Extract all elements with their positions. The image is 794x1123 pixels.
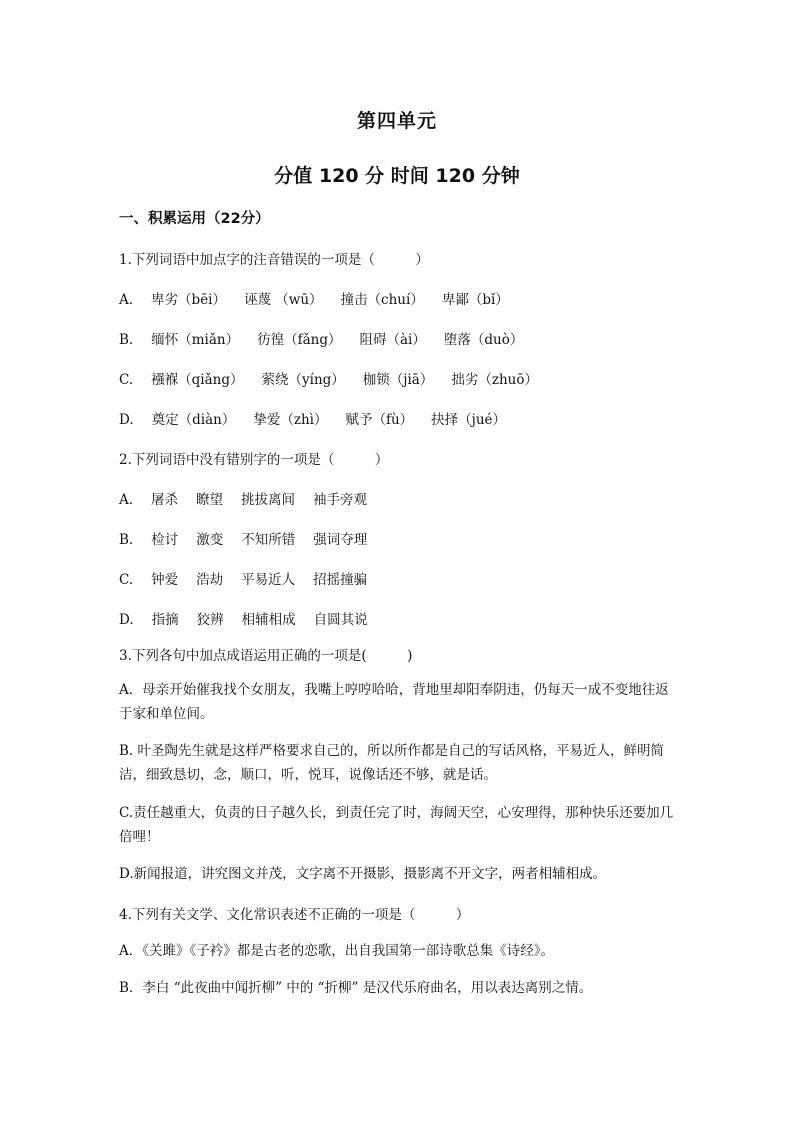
option-label: B. (119, 332, 134, 348)
option-item: 浩劫 (196, 572, 224, 588)
option-item: 瞭望 (196, 492, 224, 508)
option-item: 奠定（diàn） (151, 412, 236, 428)
question-1-option-b (119, 328, 541, 348)
option-label: C. (119, 572, 134, 588)
option-item: 襁褓（qiǎng） (151, 372, 244, 388)
question-1-option-a (119, 288, 527, 308)
option-item: 激变 (196, 532, 224, 548)
option-item: 抉择（jué） (431, 412, 507, 428)
option-item: 自圆其说 (313, 612, 368, 628)
section-heading: 一、积累运用（22分） (119, 211, 270, 227)
option-label: A. (119, 492, 134, 508)
question-1-stem: 1.下列词语中加点字的注音错误的一项是（ ） (119, 252, 429, 268)
unit-title: 第四单元 (356, 110, 437, 132)
option-item: 撞击（chuí） (340, 292, 424, 308)
option-item: 彷徨（fǎng） (257, 332, 342, 348)
question-3-stem: 3.下列各句中加点成语运用正确的一项是( ) (119, 648, 413, 664)
option-item: 阻碍（ài） (359, 332, 426, 348)
option-item: 挑拔离间 (241, 492, 296, 508)
score-time-line: 分值 120 分 时间 120 分钟 (274, 165, 520, 187)
question-4-option-a: A．《关雎》《子衿》都是古老的恋歌，出自我国第一部诗歌总集《诗经》。 (119, 943, 554, 959)
option-item: 检讨 (151, 532, 179, 548)
option-item: 相辅相成 (241, 612, 296, 628)
option-item: 卑劣（bēi） (151, 292, 226, 308)
option-item: 袖手旁观 (313, 492, 368, 508)
question-3-option-d: D.新闻报道，讲究图文并茂，文字离不开摄影，摄影离不开文字，两者相辅相成。 (119, 866, 607, 882)
option-item: 萦绕（yíng） (261, 372, 345, 388)
option-item: 招摇撞骗 (313, 572, 368, 588)
option-label: D. (119, 412, 134, 428)
question-2-option-c (119, 568, 385, 588)
option-item: 缅怀（miǎn） (151, 332, 240, 348)
question-4-option-b: B．李白 “此夜曲中闻折柳” 中的 “折柳” 是汉代乐府曲名，用以表达离别之情。 (119, 980, 593, 996)
question-4-stem: 4.下列有关文学、文化常识表述不正确的一项是（ ） (119, 907, 470, 923)
question-2-option-a (119, 488, 385, 508)
option-item: 平易近人 (241, 572, 296, 588)
question-1-option-c (119, 368, 556, 388)
option-item: 赋予（fù） (345, 412, 414, 428)
option-item: 枷锁（jiā） (362, 372, 434, 388)
question-2-option-b (119, 528, 385, 548)
option-item: 诬蔑 （wū） (244, 292, 323, 308)
option-item: 挚爱（zhì） (253, 412, 328, 428)
question-3-option-c: C.责任越重大，负责的日子越久长，到责任完了时，海阔天空，心安理得，那种快乐还要加几倍哩！ (119, 805, 674, 845)
option-item: 钟爱 (151, 572, 179, 588)
question-3-option-a: A．母亲开始催我找个女朋友，我嘴上哼哼哈哈，背地里却阳奉阴违，仍每天一成不变地往返于家和单位间。 (119, 682, 669, 722)
option-item: 指摘 (151, 612, 179, 628)
option-item: 堕落（duò） (443, 332, 524, 348)
option-item: 不知所错 (241, 532, 296, 548)
question-3-option-b: B. 叶圣陶先生就是这样严格要求自己的，所以所作都是自己的写话风格，平易近人，鲜明简洁，细致恳切，念，顺口，听，悦耳，说像话还不够，就是话。 (119, 743, 665, 783)
question-2-option-d (119, 608, 386, 628)
question-1-option-d (119, 408, 524, 428)
question-2-stem: 2.下列词语中没有错别字的一项是（ ） (119, 452, 389, 468)
option-label: D. (119, 612, 134, 628)
option-item: 屠杀 (151, 492, 179, 508)
option-item: 卑鄙（bǐ） (441, 292, 509, 308)
option-label: A. (119, 292, 134, 308)
option-item: 狡辨 (196, 612, 224, 628)
option-item: 强词夺理 (313, 532, 368, 548)
option-label: B. (119, 532, 134, 548)
option-item: 拙劣（zhuō） (451, 372, 538, 388)
option-label: C. (119, 372, 134, 388)
